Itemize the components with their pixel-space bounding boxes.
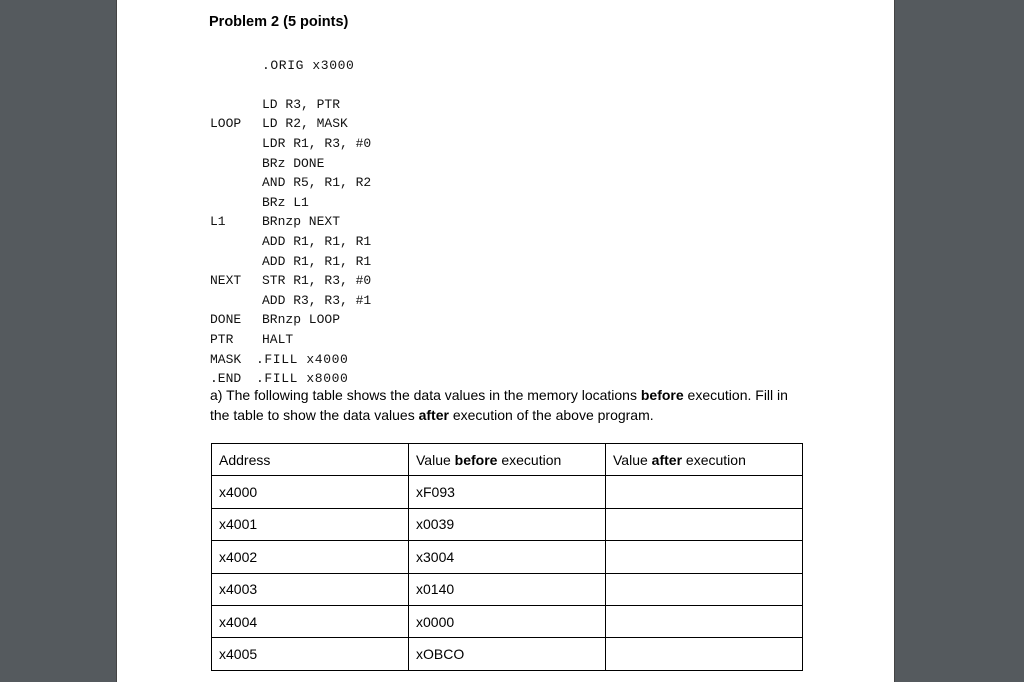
code-end: .END <box>210 371 242 387</box>
table-row <box>212 638 803 670</box>
code-instruction: AND R5, R1, R2 <box>262 175 372 191</box>
assembly-code <box>210 36 372 387</box>
table-row <box>212 508 803 540</box>
code-instruction: BRnzp LOOP <box>262 312 341 328</box>
cell-after[interactable] <box>606 508 803 540</box>
code-instruction: ADD R1, R1, R1 <box>262 233 372 249</box>
cell-before: x3004 <box>409 541 606 573</box>
code-label: L1 <box>210 214 226 230</box>
cell-after[interactable] <box>606 638 803 670</box>
code-label: NEXT <box>210 273 242 289</box>
cell-before: x0000 <box>409 605 606 637</box>
cell-address: x4001 <box>212 508 409 540</box>
cell-before: xF093 <box>409 476 606 508</box>
code-instruction: ADD R1, R1, R1 <box>262 253 372 269</box>
code-instruction: ADD R3, R3, #1 <box>262 292 372 308</box>
code-label: LOOP <box>210 116 242 132</box>
question-text: execution. Fill in the table to show the data values <box>210 387 788 423</box>
code-line <box>210 350 257 387</box>
question-text: execution of the above program. <box>448 407 654 423</box>
code-label: MASK <box>210 351 242 367</box>
code-instruction: HALT <box>262 331 294 347</box>
code-instruction: LD R2, MASK <box>262 116 348 132</box>
cell-address: x4004 <box>212 605 409 637</box>
table-row <box>212 573 803 605</box>
table-row <box>212 605 803 637</box>
problem-title: Problem 2 (5 points) <box>209 14 349 30</box>
header-address: Address <box>212 444 409 476</box>
code-orig: .ORIG x3000 <box>262 57 355 73</box>
code-instruction: LD R3, PTR <box>262 96 341 112</box>
code-instruction: BRz L1 <box>262 194 309 210</box>
cell-before: x0140 <box>409 573 606 605</box>
question-part-a <box>210 385 810 425</box>
code-label: DONE <box>210 312 242 328</box>
code-line <box>210 36 355 73</box>
cell-address: x4005 <box>212 638 409 670</box>
cell-address: x4000 <box>212 476 409 508</box>
cell-address: x4003 <box>212 573 409 605</box>
cell-after[interactable] <box>606 476 803 508</box>
cell-before: x0039 <box>409 508 606 540</box>
table-header-row <box>212 444 803 476</box>
code-fill: .FILL x8000 <box>256 371 349 387</box>
cell-after[interactable] <box>606 573 803 605</box>
code-instruction: BRz DONE <box>262 155 325 171</box>
memory-table <box>211 443 803 671</box>
header-value-after: Value after execution <box>606 444 803 476</box>
code-fill: .FILL x4000 <box>256 351 349 367</box>
code-instruction: LDR R1, R3, #0 <box>262 135 372 151</box>
cell-address: x4002 <box>212 541 409 573</box>
code-instruction: BRnzp NEXT <box>262 214 341 230</box>
question-text: a) The following table shows the data values in the memory locations <box>210 387 641 403</box>
document-page <box>116 0 895 682</box>
cell-before: xOBCO <box>409 638 606 670</box>
cell-after[interactable] <box>606 605 803 637</box>
question-emphasis: before <box>640 387 684 403</box>
question-emphasis: after <box>418 407 449 423</box>
code-instruction: STR R1, R3, #0 <box>262 273 372 289</box>
header-value-before: Value before execution <box>409 444 606 476</box>
cell-after[interactable] <box>606 541 803 573</box>
code-label: PTR <box>210 331 234 347</box>
table-row <box>212 476 803 508</box>
table-row <box>212 541 803 573</box>
